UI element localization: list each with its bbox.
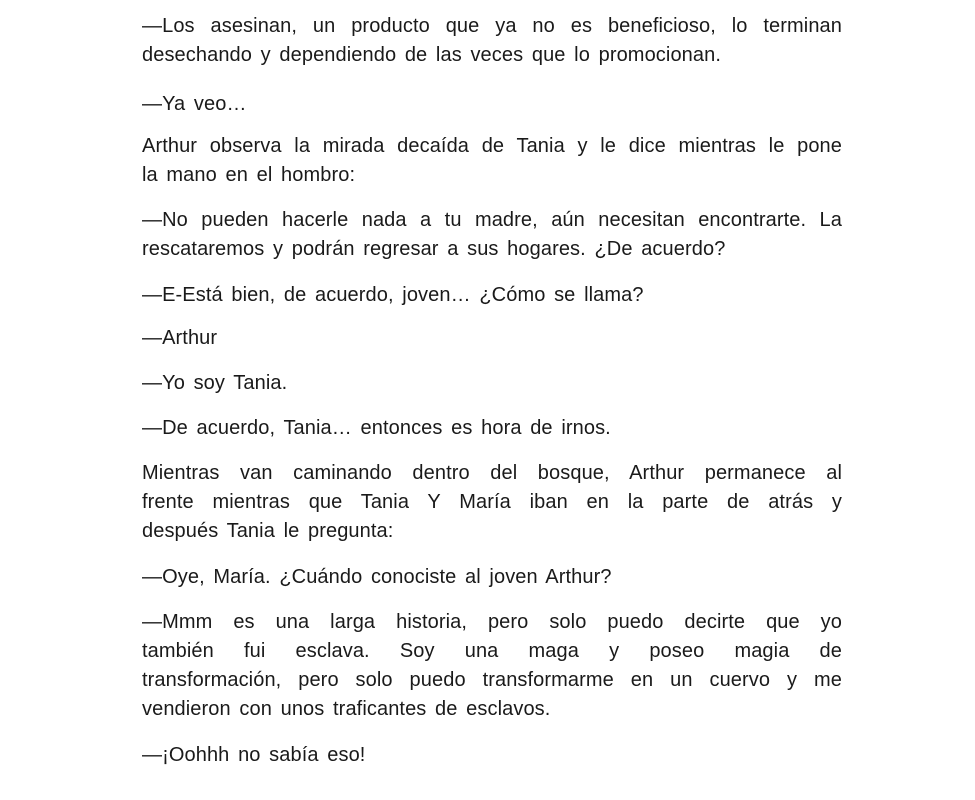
text-line: —Ya veo… — [142, 93, 247, 115]
text-line: Arthur observa la mirada decaída de Tania y le dice mientras le pone — [142, 135, 842, 157]
paragraph-3 — [142, 132, 842, 190]
text-line: desechando y dependiendo de las veces que lo promocionan. — [142, 44, 721, 66]
text-line: la mano en el hombro: — [142, 164, 356, 186]
paragraph-12 — [142, 741, 842, 770]
paragraph-4 — [142, 206, 842, 264]
paragraph-1 — [142, 12, 842, 70]
text-line: —Los asesinan, un producto que ya no es beneficioso, lo terminan — [142, 15, 842, 37]
paragraph-2 — [142, 90, 842, 119]
text-line: también fui esclava. Soy una maga y poseo magia de — [142, 640, 842, 662]
text-line: transformación, pero solo puedo transformarme en un cuervo y me — [142, 669, 842, 691]
text-line: —De acuerdo, Tania… entonces es hora de irnos. — [142, 417, 611, 439]
paragraph-7 — [142, 369, 842, 398]
text-line: —E-Está bien, de acuerdo, joven… ¿Cómo se llama? — [142, 284, 644, 306]
text-line: vendieron con unos traficantes de esclavos. — [142, 698, 551, 720]
text-line: —Yo soy Tania. — [142, 372, 288, 394]
paragraph-10 — [142, 563, 842, 592]
text-line: —Arthur — [142, 327, 218, 349]
text-line: —Mmm es una larga historia, pero solo puedo decirte que yo — [142, 611, 842, 633]
text-line: —¡Oohhh no sabía eso! — [142, 744, 366, 766]
text-line: después Tania le pregunta: — [142, 520, 394, 542]
text-line: frente mientras que Tania Y María iban en la parte de atrás y — [142, 491, 842, 513]
text-line: —No pueden hacerle nada a tu madre, aún necesitan encontrarte. La — [142, 209, 842, 231]
text-line: Mientras van caminando dentro del bosque, Arthur permanece al — [142, 462, 842, 484]
paragraph-8 — [142, 414, 842, 443]
text-line: rescataremos y podrán regresar a sus hogares. ¿De acuerdo? — [142, 238, 726, 260]
paragraph-6 — [142, 324, 842, 353]
paragraph-11 — [142, 608, 842, 724]
text-line: —Oye, María. ¿Cuándo conociste al joven Arthur? — [142, 566, 612, 588]
paragraph-5 — [142, 281, 842, 310]
paragraph-9 — [142, 459, 842, 546]
